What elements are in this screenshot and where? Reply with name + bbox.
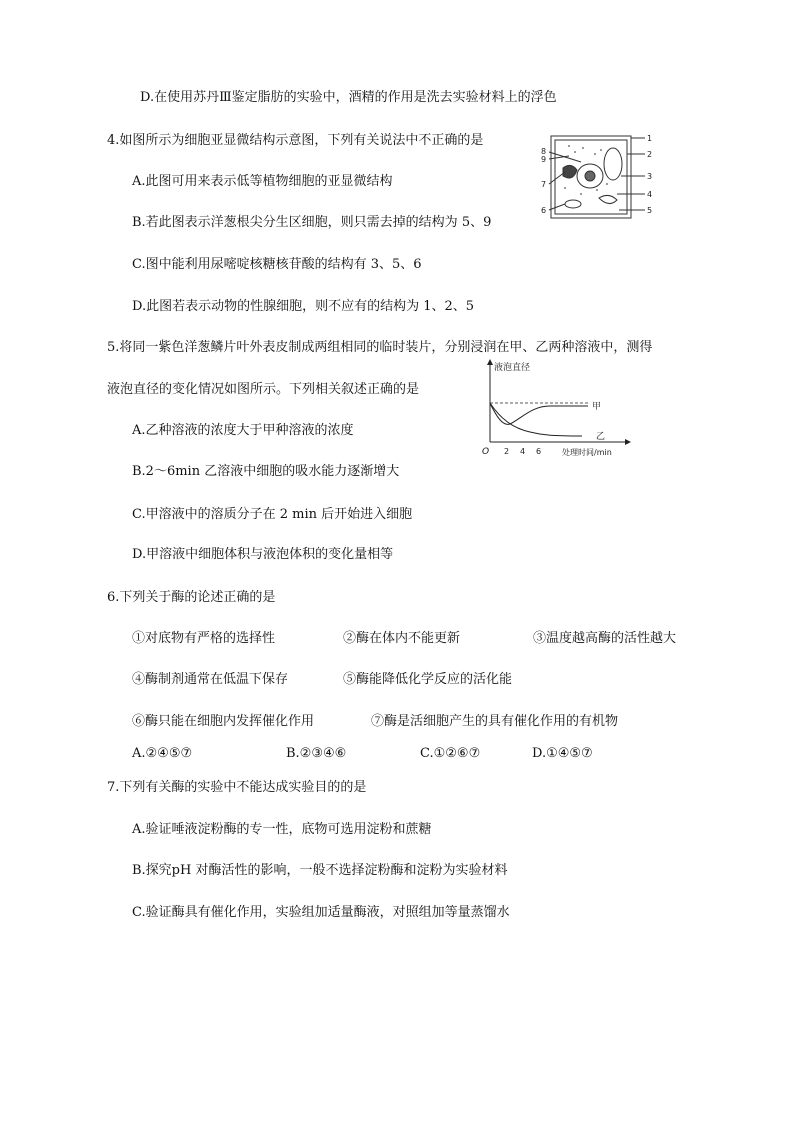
label-8: 8 xyxy=(541,147,547,156)
q6-statement-7: ⑦酶是活细胞产生的具有催化作用的有机物 xyxy=(371,714,619,729)
q4-stem: 4.如图所示为细胞亚显微结构示意图，下列有关说法中不正确的是 xyxy=(107,133,484,148)
q6-choice-d: D.①④⑤⑦ xyxy=(532,746,593,761)
q6-stem: 6.下列关于酶的论述正确的是 xyxy=(107,590,276,605)
q7-option-b: B.探究pH 对酶活性的影响，一般不选择淀粉酶和淀粉为实验材料 xyxy=(132,863,508,878)
label-4: 4 xyxy=(647,190,653,199)
q6-choice-a: A.②④⑤⑦ xyxy=(132,746,193,761)
graph-xlabel: 处理时间/min xyxy=(562,448,612,457)
q4-option-a: A.此图可用来表示低等植物细胞的亚显微结构 xyxy=(132,174,393,189)
q6-statement-6: ⑥酶只能在细胞内发挥催化作用 xyxy=(132,714,315,729)
mitochondrion xyxy=(565,200,581,208)
label-9: 9 xyxy=(541,155,547,164)
graph-ylabel: 液泡直径 xyxy=(494,363,531,373)
q4-option-d: D.此图若表示动物的性腺细胞，则不应有的结构为 1、2、5 xyxy=(132,299,475,314)
tick-4: 4 xyxy=(520,447,526,456)
q5-stem-line2: 液泡直径的变化情况如图所示。下列相关叙述正确的是 xyxy=(107,382,420,397)
curve-yi xyxy=(490,403,582,436)
vacuole xyxy=(604,148,622,180)
curve-jia xyxy=(490,403,588,424)
label-1: 1 xyxy=(647,134,653,143)
q7-option-c: C.验证酶具有催化作用，实验组加适量酶液，对照组加等量蒸馏水 xyxy=(132,905,510,920)
q4-option-b: B.若此图表示洋葱根尖分生区细胞，则只需去掉的结构为 5、9 xyxy=(132,215,492,230)
q5-option-b: B.2～6min 乙溶液中细胞的吸水能力逐渐增大 xyxy=(132,464,400,479)
chloroplast xyxy=(563,165,577,178)
vacuole-diameter-graph xyxy=(478,358,638,460)
label-6: 6 xyxy=(541,206,547,215)
tick-2: 2 xyxy=(504,447,510,456)
series-label-yi: 乙 xyxy=(596,432,606,442)
q6-choice-c: C.①②⑥⑦ xyxy=(420,746,481,761)
cell-structure-figure xyxy=(535,132,665,224)
golgi xyxy=(599,195,617,203)
series-label-jia: 甲 xyxy=(592,402,602,412)
q6-choice-b: B.②③④⑥ xyxy=(286,746,347,761)
q7-stem: 7.下列有关酶的实验中不能达成实验目的的是 xyxy=(107,780,367,795)
q4-option-c: C.图中能利用尿嘧啶核糖核苷酸的结构有 3、5、6 xyxy=(132,257,422,272)
label-7: 7 xyxy=(541,180,547,189)
q5-option-d: D.甲溶液中细胞体积与液泡体积的变化量相等 xyxy=(132,547,394,562)
q7-option-a: A.验证唾液淀粉酶的专一性，底物可选用淀粉和蔗糖 xyxy=(132,822,432,837)
nucleolus xyxy=(585,171,595,181)
q6-statement-5: ⑤酶能降低化学反应的活化能 xyxy=(343,672,513,687)
label-3: 3 xyxy=(647,172,653,181)
graph-origin: O xyxy=(482,447,490,457)
label-5: 5 xyxy=(647,206,653,215)
q5-option-a: A.乙种溶液的浓度大于甲种溶液的浓度 xyxy=(132,423,354,438)
label-2: 2 xyxy=(647,150,653,159)
tick-6: 6 xyxy=(536,447,542,456)
q6-statement-3: ③温度越高酶的活性越大 xyxy=(533,631,677,646)
q6-statement-4: ④酶制剂通常在低温下保存 xyxy=(132,672,289,687)
q5-stem-line1: 5.将同一紫色洋葱鳞片叶外表皮制成两组相同的临时装片，分别浸润在甲、乙两种溶液中，测得 xyxy=(107,340,653,355)
q5-option-c: C.甲溶液中的溶质分子在 2 min 后开始进入细胞 xyxy=(132,507,413,522)
q6-statement-2: ②酶在体内不能更新 xyxy=(343,631,461,646)
q6-statement-1: ①对底物有严格的选择性 xyxy=(132,631,276,646)
q3-option-d: D.在使用苏丹Ⅲ鉴定脂肪的实验中，酒精的作用是洗去实验材料上的浮色 xyxy=(140,90,557,105)
